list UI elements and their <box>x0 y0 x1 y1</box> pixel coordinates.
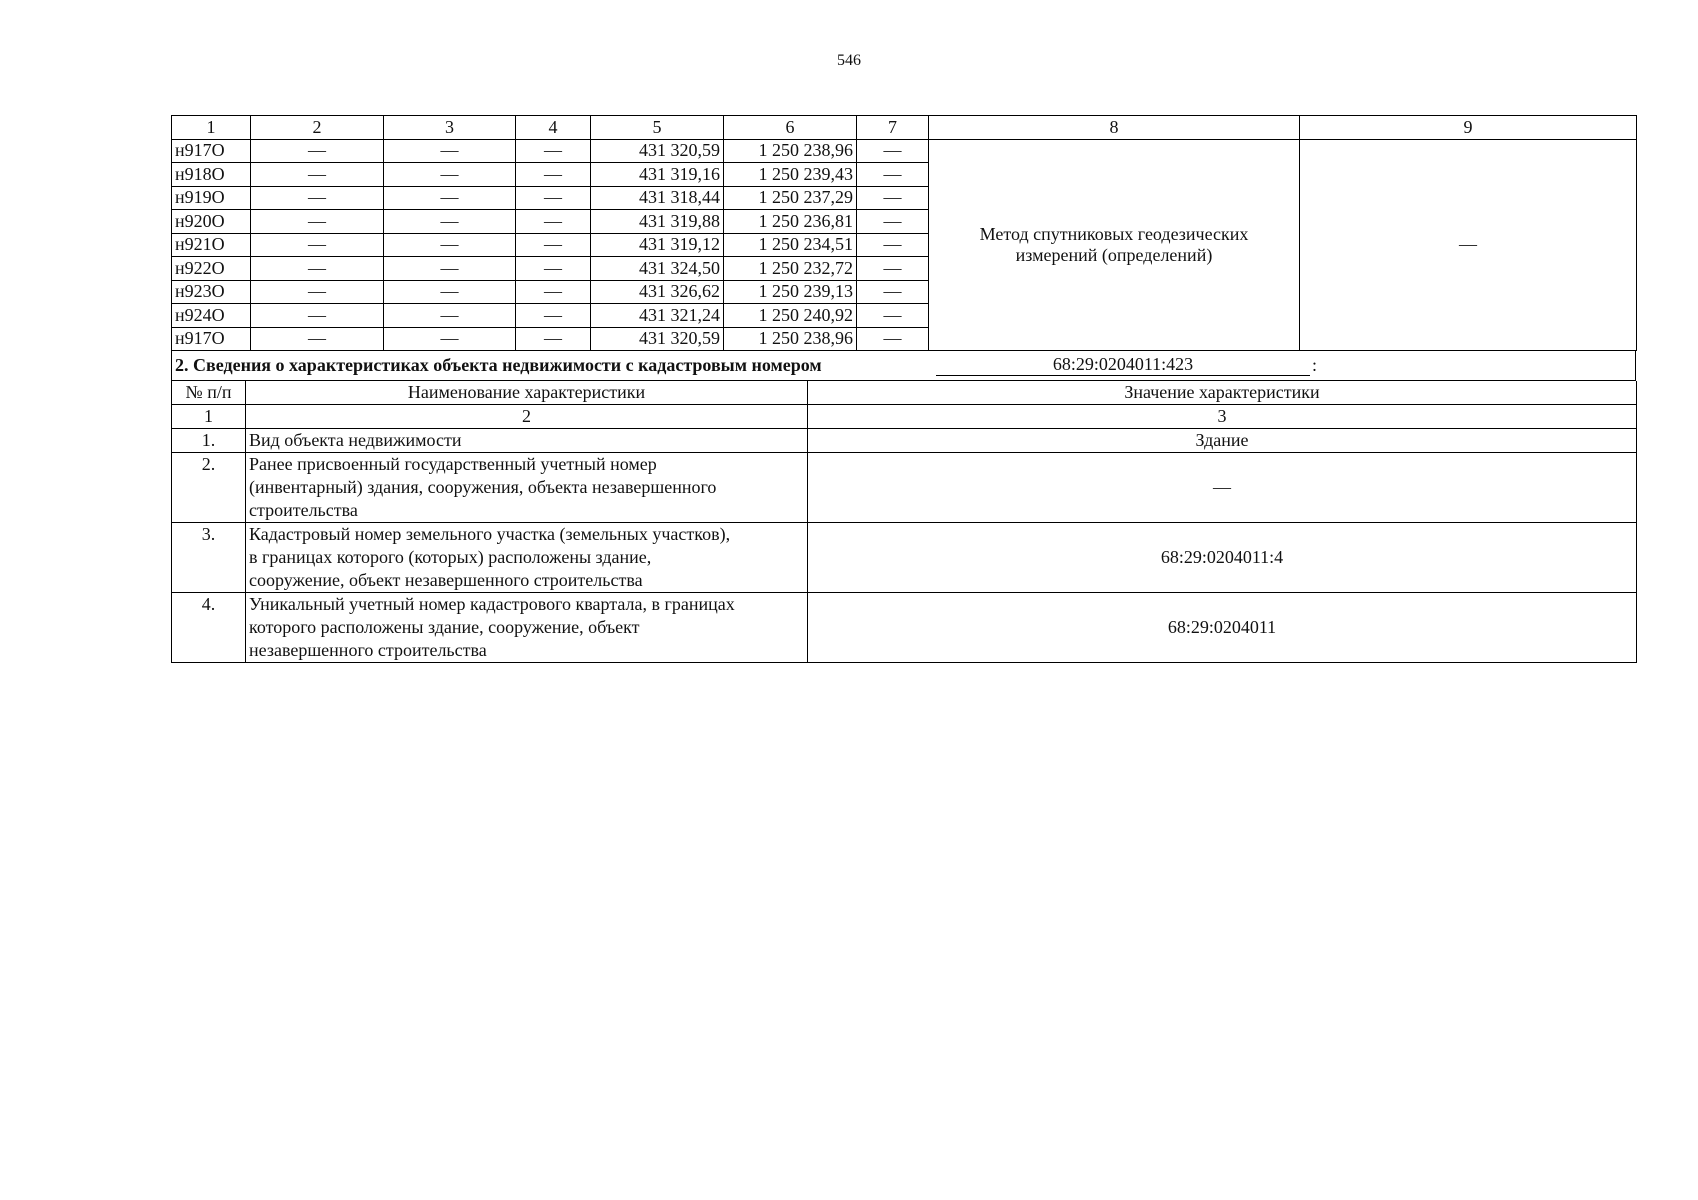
table-cell: — <box>857 304 929 328</box>
table-cell: — <box>251 304 384 328</box>
row-number: 3. <box>172 523 246 593</box>
point-name: н920О <box>172 210 251 234</box>
table-cell: — <box>251 186 384 210</box>
table-cell: — <box>857 139 929 163</box>
table-row <box>172 139 1637 163</box>
characteristic-value: 68:29:0204011:4 <box>808 523 1637 593</box>
coords-header-cell: 8 <box>929 116 1300 140</box>
table-cell: — <box>516 186 591 210</box>
coords-header-cell: 4 <box>516 116 591 140</box>
table-cell: — <box>857 280 929 304</box>
coords-header-cell: 3 <box>384 116 516 140</box>
characteristic-line: Кадастровый номер земельного участка (земельных участков), <box>249 524 731 544</box>
characteristic-name <box>246 593 808 663</box>
page-number: 546 <box>837 52 861 69</box>
table-cell: — <box>384 257 516 281</box>
characteristic-name <box>246 429 808 453</box>
characteristic-line: которого расположены здание, сооружение, объект <box>249 617 640 637</box>
table-cell: — <box>516 280 591 304</box>
table-cell: — <box>251 210 384 234</box>
table-row <box>172 429 1637 453</box>
coord-x: 431 319,88 <box>591 210 724 234</box>
characteristic-value: 68:29:0204011 <box>808 593 1637 663</box>
row-number: 1. <box>172 429 246 453</box>
coord-y: 1 250 240,92 <box>724 304 857 328</box>
table-cell: — <box>251 327 384 351</box>
table-row <box>172 453 1637 523</box>
coords-header-cell: 6 <box>724 116 857 140</box>
coord-x: 431 319,12 <box>591 233 724 257</box>
table-cell: — <box>384 210 516 234</box>
characteristic-name <box>246 453 808 523</box>
point-name: н923О <box>172 280 251 304</box>
table-cell: — <box>384 304 516 328</box>
table-cell: — <box>384 163 516 187</box>
col9-cell: — <box>1300 139 1637 351</box>
characteristic-line: незавершенного строительства <box>249 640 487 660</box>
characteristic-line: сооружение, объект незавершенного строительства <box>249 570 643 590</box>
table-cell: — <box>857 257 929 281</box>
characteristic-value: — <box>808 453 1637 523</box>
coord-x: 431 319,16 <box>591 163 724 187</box>
characteristic-name <box>246 523 808 593</box>
coord-x: 431 320,59 <box>591 139 724 163</box>
point-name: н924О <box>172 304 251 328</box>
coord-x: 431 321,24 <box>591 304 724 328</box>
method-cell <box>929 139 1300 351</box>
table-cell: — <box>384 233 516 257</box>
table-cell: — <box>384 280 516 304</box>
col-number: 2 <box>246 405 808 429</box>
method-line: измерений (определений) <box>1015 244 1213 265</box>
table-cell: — <box>251 139 384 163</box>
column-number-row <box>172 405 1637 429</box>
characteristics-table <box>171 381 1637 663</box>
characteristic-value: Здание <box>808 429 1637 453</box>
characteristic-line: Уникальный учетный номер кадастрового квартала, в границах <box>249 594 735 614</box>
coord-x: 431 326,62 <box>591 280 724 304</box>
coords-header-cell: 1 <box>172 116 251 140</box>
table-cell: — <box>251 233 384 257</box>
table-row <box>172 593 1637 663</box>
coord-x: 431 318,44 <box>591 186 724 210</box>
table-cell: — <box>857 210 929 234</box>
coord-y: 1 250 232,72 <box>724 257 857 281</box>
characteristic-line: в границах которого (которых) расположены здание, <box>249 547 652 567</box>
point-name: н918О <box>172 163 251 187</box>
row-number: 2. <box>172 453 246 523</box>
table-cell: — <box>516 233 591 257</box>
table-cell: — <box>857 186 929 210</box>
col-number: 3 <box>808 405 1637 429</box>
document-body <box>171 115 1636 663</box>
table-cell: — <box>516 327 591 351</box>
table-cell: — <box>516 210 591 234</box>
table-cell: — <box>516 304 591 328</box>
coord-y: 1 250 238,96 <box>724 139 857 163</box>
cadastral-number: 68:29:0204011:423 <box>936 353 1310 376</box>
table-cell: — <box>384 186 516 210</box>
coords-header-cell: 5 <box>591 116 724 140</box>
table-cell: — <box>857 327 929 351</box>
table-cell: — <box>384 327 516 351</box>
characteristic-line: (инвентарный) здания, сооружения, объекта незавершенного <box>249 477 717 497</box>
header-num: № п/п <box>172 381 246 405</box>
characteristic-line: строительства <box>249 500 358 520</box>
coord-y: 1 250 237,29 <box>724 186 857 210</box>
table-cell: — <box>857 233 929 257</box>
coords-header-cell: 9 <box>1300 116 1637 140</box>
table-row <box>172 523 1637 593</box>
table-cell: — <box>251 163 384 187</box>
characteristic-line: Вид объекта недвижимости <box>249 430 462 450</box>
table-cell: — <box>251 280 384 304</box>
colon-mark: : <box>1312 355 1318 375</box>
point-name: н917О <box>172 139 251 163</box>
coords-header-cell: 2 <box>251 116 384 140</box>
coord-y: 1 250 238,96 <box>724 327 857 351</box>
table-cell: — <box>384 139 516 163</box>
point-name: н922О <box>172 257 251 281</box>
header-name: Наименование характеристики <box>246 381 808 405</box>
coord-y: 1 250 236,81 <box>724 210 857 234</box>
characteristics-header-row <box>172 381 1637 405</box>
point-name: н917О <box>172 327 251 351</box>
coord-x: 431 324,50 <box>591 257 724 281</box>
section-title: 2. Сведения о характеристиках объекта недвижимости с кадастровым номером <box>175 355 822 375</box>
coord-y: 1 250 239,43 <box>724 163 857 187</box>
coords-header-cell: 7 <box>857 116 929 140</box>
table-cell: — <box>251 257 384 281</box>
point-name: н919О <box>172 186 251 210</box>
coord-y: 1 250 239,13 <box>724 280 857 304</box>
col-number: 1 <box>172 405 246 429</box>
coord-x: 431 320,59 <box>591 327 724 351</box>
table-cell: — <box>516 139 591 163</box>
table-cell: — <box>516 257 591 281</box>
coordinates-header-row <box>172 116 1637 140</box>
coordinates-table <box>171 115 1637 351</box>
method-line: Метод спутниковых геодезических <box>979 223 1249 244</box>
section-2-header <box>171 351 1636 381</box>
point-name: н921О <box>172 233 251 257</box>
coord-y: 1 250 234,51 <box>724 233 857 257</box>
table-cell: — <box>516 163 591 187</box>
table-cell: — <box>857 163 929 187</box>
characteristic-line: Ранее присвоенный государственный учетный номер <box>249 454 657 474</box>
row-number: 4. <box>172 593 246 663</box>
header-value: Значение характеристики <box>808 381 1637 405</box>
